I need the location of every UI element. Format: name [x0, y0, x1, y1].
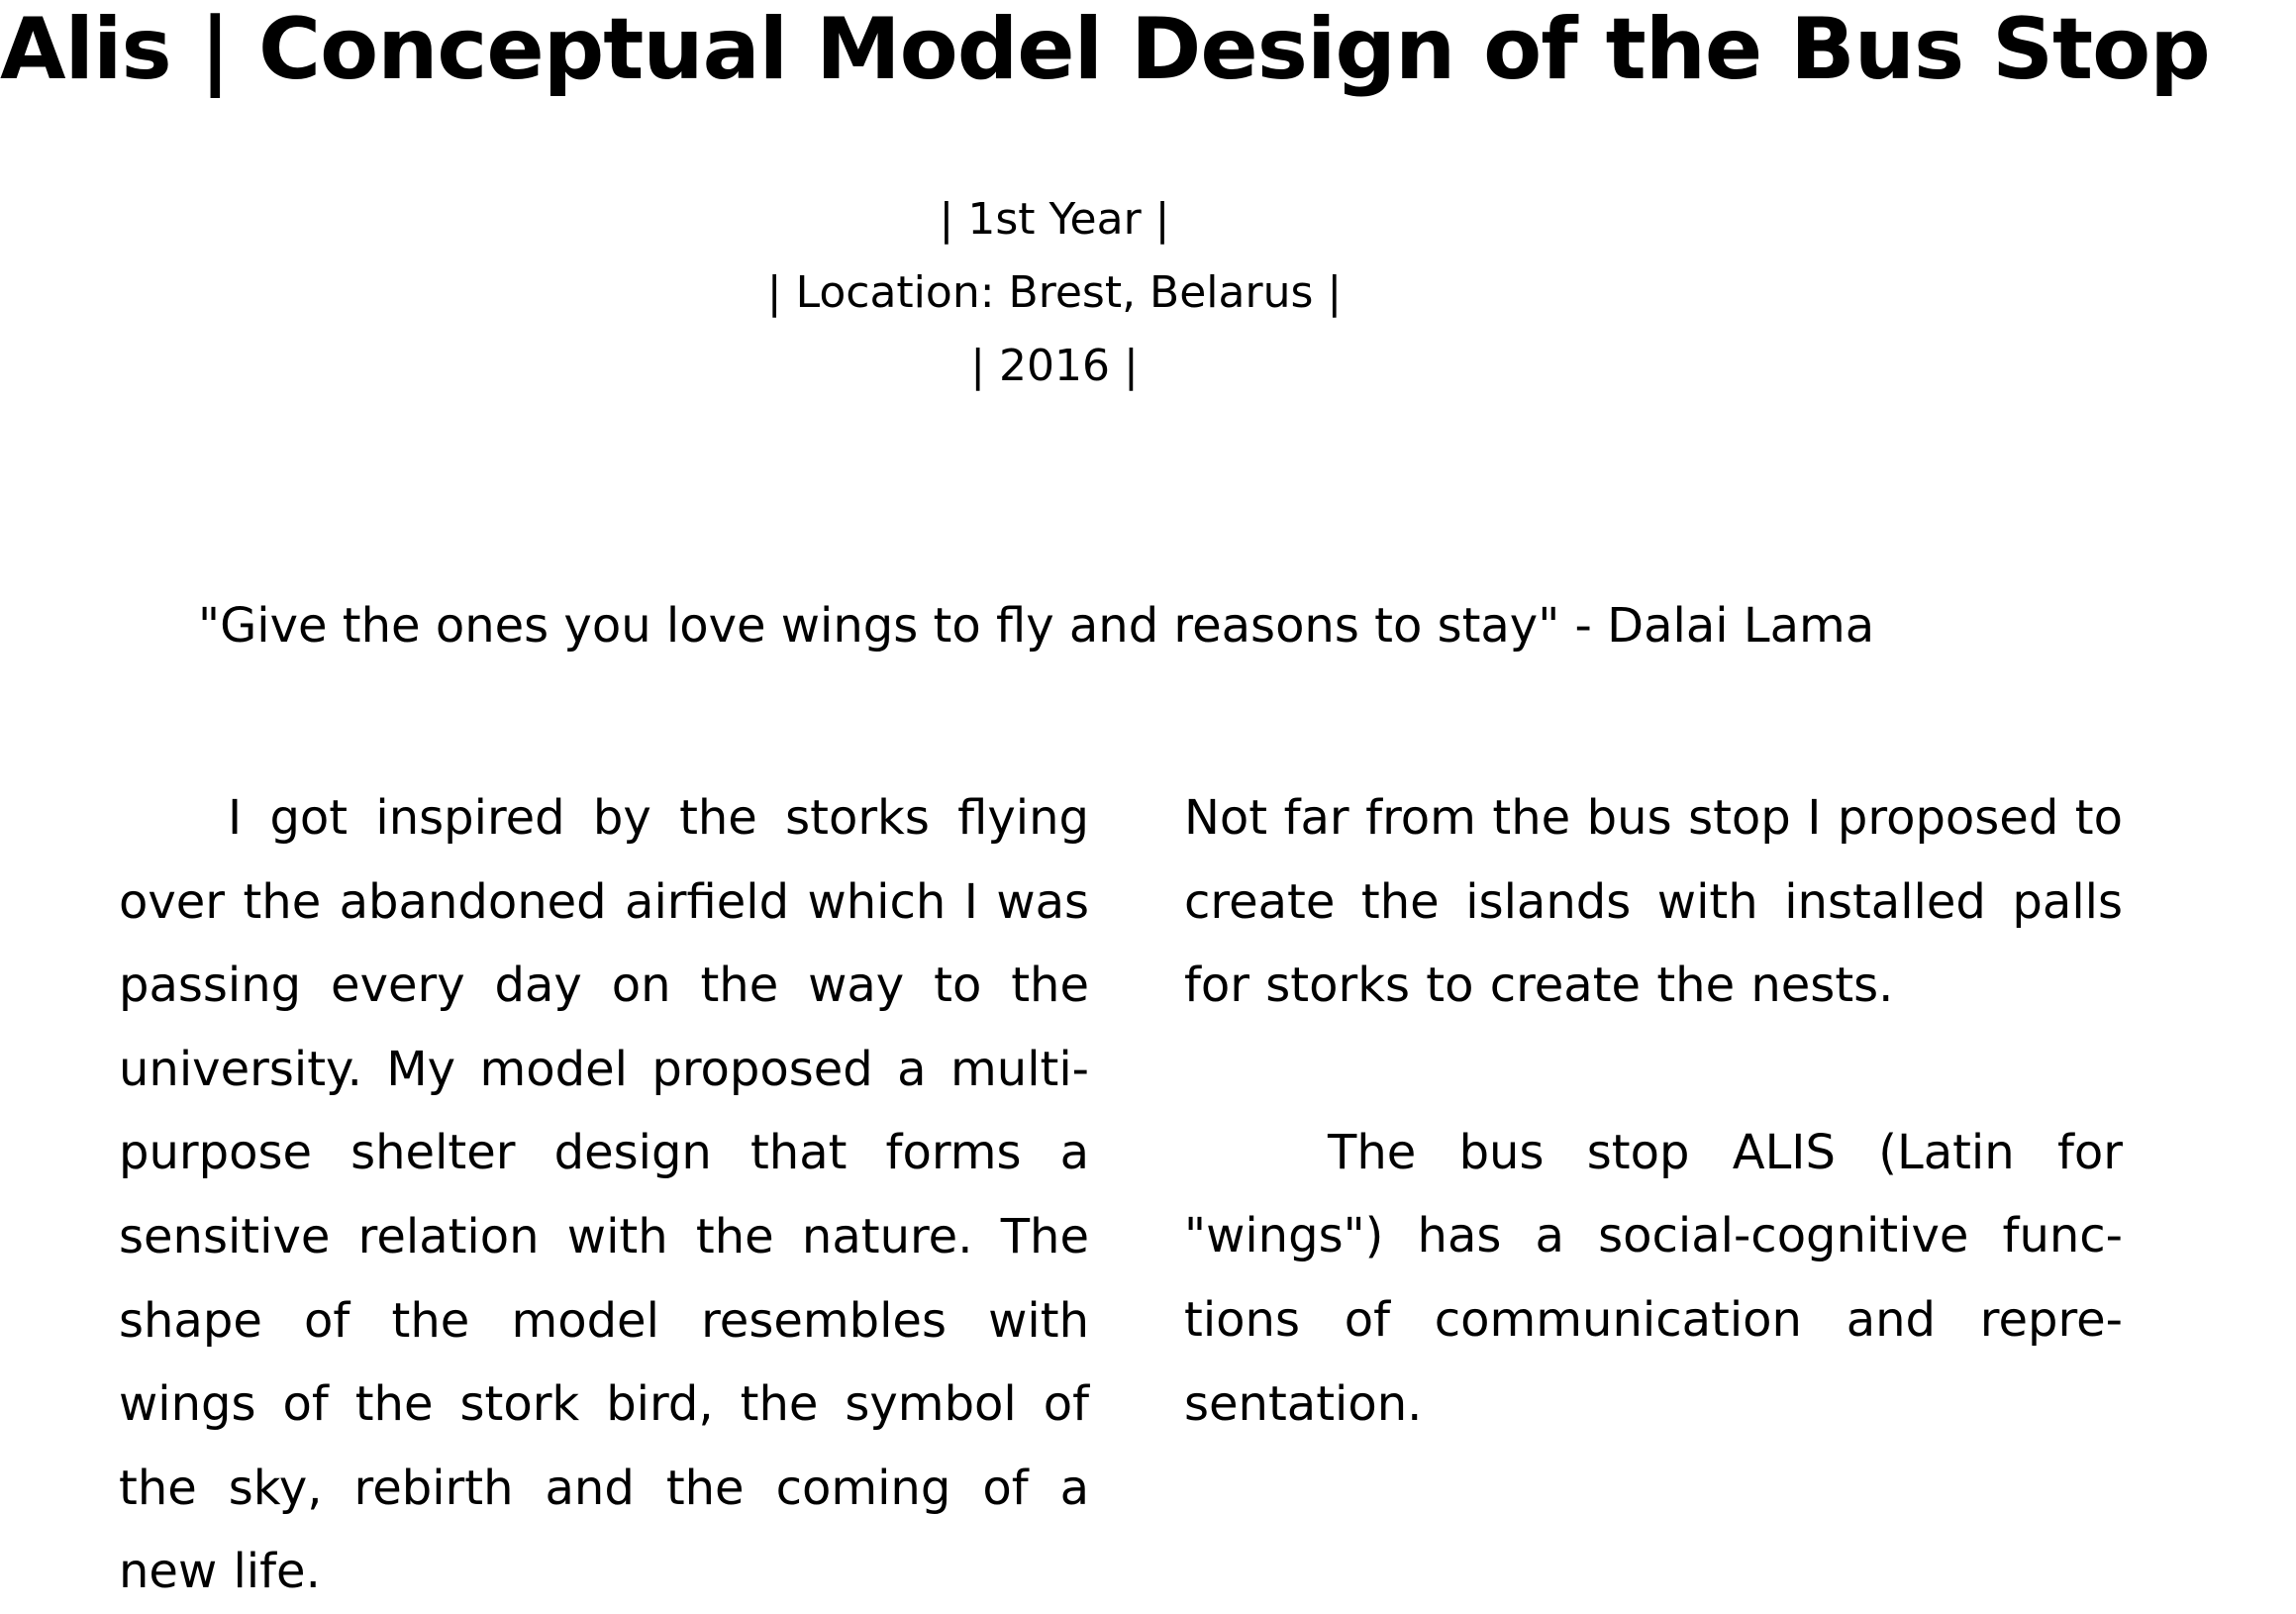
project-meta [0, 183, 2109, 403]
page-title: Alis | Conceptual Model Design of the Bus Stop [0, 0, 2210, 99]
project-location: | Location: Brest, Belarus | [766, 267, 1343, 318]
text-column-left [119, 776, 1089, 1614]
epigraph-quote: "Give the ones you love wings to fly and reasons to stay" - Dalai Lama [198, 598, 1875, 654]
right-paragraph-1: Not far from the bus stop I proposed to create the islands with installed palls for storks to create the nests. [1184, 790, 2123, 1014]
right-paragraph-2: The bus stop ALIS (Latin for "wings") has a social-cognitive functions of communication and representation. [1184, 1124, 2123, 1432]
project-date: | 2016 | [970, 341, 1139, 391]
text-column-right [1184, 776, 2123, 1446]
project-year: | 1st Year | [939, 194, 1170, 245]
left-paragraph-1: I got inspired by the storks flying over the abandoned airfield which I was passing every day on the way to the university. My model proposed a multi-purpose shelter design that forms a sensitive relation with the nature. The shape of the model resembles with wings of the stork bird, the symbol of the sky, rebirth and the coming of a new life. [119, 790, 1089, 1600]
